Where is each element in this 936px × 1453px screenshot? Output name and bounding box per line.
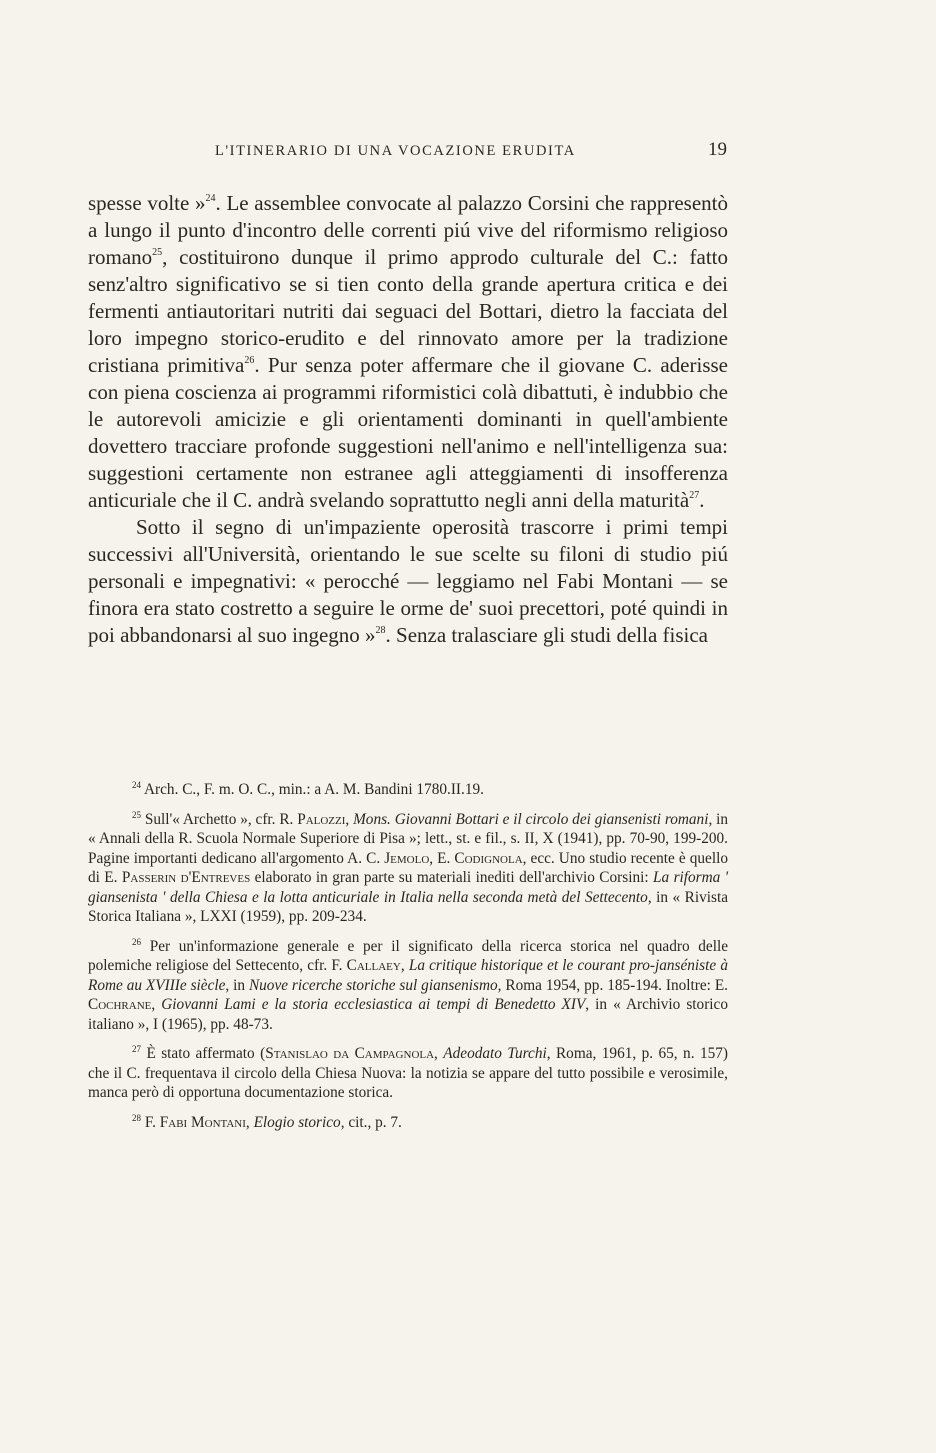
work-title: Mons. Giovanni Bottari e il circolo dei giansenisti romani — [353, 810, 709, 828]
text-run: , ecc. Uno studio recente è quello di E. — [88, 849, 728, 886]
work-title: La riforma ' giansenista ' della Chiesa e la lotta anticuriale in Italia nella seconda metà del Settecento — [88, 869, 729, 906]
text-run: , — [151, 996, 162, 1013]
text-run: , in — [225, 976, 249, 994]
work-title: Giovanni Lami e la storia ecclesiastica ai tempi di Benedetto XIV — [161, 996, 586, 1013]
text-run: , in « Annali della R. Scuola Normale Superiore di Pisa »; lett., st. e fil., s. II, X (1941), pp. 70-90, 199-200. Pagine importanti dedicano all'argomento A. C. — [88, 810, 729, 867]
author-name: Stanislao da Campagnola — [265, 1045, 435, 1062]
text-run: , — [434, 1045, 444, 1062]
text-run: , E. — [429, 849, 455, 867]
main-text — [88, 190, 728, 649]
footnote-number: 26 — [132, 936, 141, 947]
page-number: 19 — [708, 139, 727, 160]
text-run: . — [699, 488, 705, 512]
text-run: , — [400, 957, 409, 974]
footnote-number: 25 — [132, 809, 141, 820]
work-title: Adeodato Turchi — [443, 1045, 547, 1062]
work-title: Nuove ricerche storiche sul giansenismo — [248, 976, 498, 994]
text-run: . Senza tralasciare gli studi della fisica — [385, 623, 708, 647]
text-run: È stato affermato ( — [146, 1045, 266, 1062]
text-run: , — [345, 810, 354, 828]
text-run: elaborato in gran parte su materiali inediti dell'archivio Corsini: — [250, 869, 654, 886]
author-name: Palozzi — [297, 810, 346, 828]
author-name: Jemolo — [384, 849, 430, 867]
work-title: Elogio storico — [253, 1113, 341, 1131]
footnote-ref: 28 — [375, 625, 386, 636]
running-title: L'ITINERARIO DI UNA VOCAZIONE ERUDITA — [215, 143, 576, 159]
text-run: , — [245, 1113, 254, 1131]
text-run: F. — [144, 1113, 160, 1131]
text-run: spesse volte » — [88, 191, 206, 215]
text-run: Sotto il segno di un'impaziente operosità trascorre i primi tempi successivi all'Università, orientando le sue scelte su filoni di studio piú personali e impegnativi: « perocché — leggiamo nel Fabi Montani — se finora era stato costretto a seguire le orme de' suoi precettori, poté quindi in poi abbandonarsi al suo ingegno » — [88, 515, 728, 647]
text-run: , in « Archivio storico italiano », I (1965), pp. 48-73. — [88, 996, 728, 1033]
paragraph-2 — [88, 514, 728, 649]
text-run: , Roma, 1961, p. 65, n. 157) che il C. frequentava il circolo della Chiesa Nuova: la notizia se appare del tutto possibile e verosimile, manca però di opportuna documentazione storica. — [88, 1045, 728, 1101]
footnote-ref: 27 — [689, 490, 700, 501]
footnote-number: 24 — [132, 780, 141, 790]
author-name: Passerin d'Entreves — [121, 869, 251, 886]
footnote-26 — [88, 937, 728, 1035]
footnote-28 — [88, 1113, 728, 1133]
text-run: Per un'informazione generale e per il significato della ricerca storica nel quadro delle polemiche religiose del Settecento, cfr. F. — [88, 937, 728, 974]
paragraph-1 — [88, 190, 728, 514]
footnotes — [88, 780, 728, 1142]
author-name: Fabi Montani — [159, 1113, 246, 1131]
footnote-text: Arch. C., F. m. O. C., min.: a A. M. Bandini 1780.II.19. — [143, 781, 484, 798]
text-run: , cit., p. 7. — [340, 1113, 402, 1131]
footnote-ref: 25 — [152, 247, 163, 258]
footnote-ref: 24 — [205, 193, 216, 204]
running-header — [215, 139, 727, 160]
author-name: Cochrane — [88, 996, 152, 1013]
text-run: Sull'« Archetto », cfr. R. — [144, 810, 298, 828]
footnote-25 — [88, 810, 728, 927]
text-run: , Roma 1954, pp. 185-194. Inoltre: E. — [497, 976, 728, 994]
work-title: La critique historique et le courant pro-janséniste à Rome au XVIIIe siècle — [88, 957, 728, 994]
text-run: , costituirono dunque il primo approdo culturale del C.: fatto senz'altro significativo se si tien conto della grande apertura critica e dei fermenti antiautoritari nutriti dai seguaci del Bottari, dietro la facciata del loro impegno storico-erudito e del rinnovato amore per la tradizione cristiana primitiva — [88, 245, 728, 377]
footnote-27 — [88, 1044, 728, 1103]
text-run: , in « Rivista Storica Italiana », LXXI (1959), pp. 209-234. — [88, 888, 729, 925]
text-run: . Le assemblee convocate al palazzo Corsini che rappresentò a lungo il punto d'incontro delle correnti piú vive del riformismo religioso romano — [88, 191, 728, 269]
footnote-24 — [88, 780, 728, 800]
footnote-number: 27 — [132, 1044, 141, 1054]
footnote-number: 28 — [132, 1112, 141, 1123]
author-name: Codignola — [454, 849, 523, 867]
text-run: . Pur senza poter affermare che il giovane C. aderisse con piena coscienza ai programmi riformistici colà dibattuti, è indubbio che le autorevoli amicizie e gli orientamenti dominanti in quell'ambiente dovettero tracciare profonde suggestioni nell'animo e nell'intelligenza sua: suggestioni certamente non estranee agli atteggiamenti di insofferenza anticuriale che il C. andrà svelando soprattutto negli anni della maturità — [88, 353, 728, 512]
footnote-ref: 26 — [244, 355, 255, 366]
author-name: Callaey — [346, 957, 401, 974]
